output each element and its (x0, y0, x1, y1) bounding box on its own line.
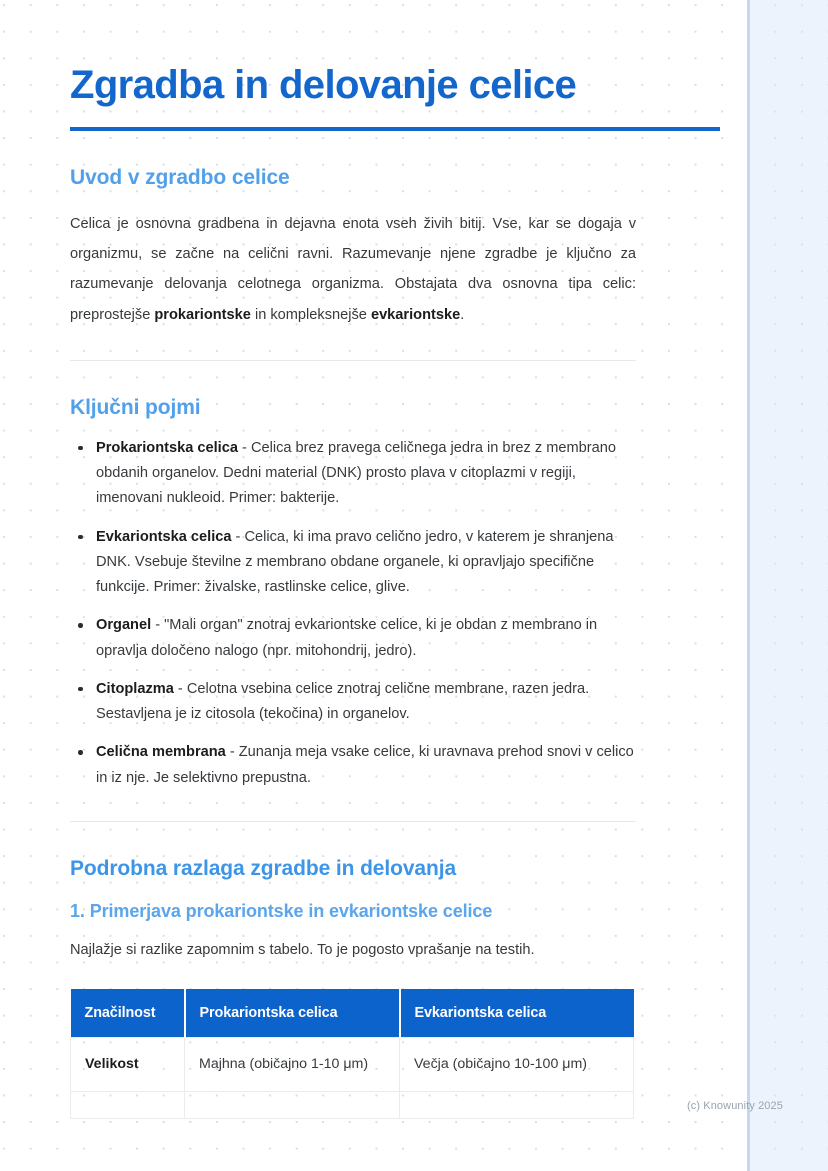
table-cell-clipped (185, 1092, 400, 1119)
term-label: Organel (96, 617, 152, 634)
comparison-table-wrapper (70, 962, 636, 1119)
term-description: - Celotna vsebina celice znotraj celične membrane, razen jedra. Sestavljena je iz citosola (tekočina) in organelov. (96, 680, 590, 723)
term-label: Evkariontska celica (96, 528, 232, 545)
table-cell-clipped (71, 1092, 185, 1119)
comparison-table (70, 989, 634, 1119)
table-header-row (71, 989, 634, 1038)
term-label: Celična membrana (96, 744, 226, 761)
page-title: Zgradba in delovanje celice (70, 63, 577, 107)
intro-text-part3: . (460, 306, 465, 323)
intro-text-part1: Celica je osnovna gradbena in dejavna enota vseh živih bitij. Vse, kar se dogaja v organizmu, se začne na celični ravni. Razumevanje njene zgradbe je ključno za razumevanje delovanja celotnega organizma. Obstajata dva osnovna tipa celic: preprostejše (70, 215, 636, 323)
table-body (71, 1037, 634, 1118)
section-heading-intro: Uvod v zgradbo celice (70, 165, 290, 189)
intro-bold-evkariontske: evkariontske (370, 306, 461, 323)
table-cell-prokaryotic: Majhna (običajno 1-10 μm) (185, 1037, 400, 1091)
copyright-watermark: (c) Knowunity 2025 (687, 1100, 783, 1112)
subsection-heading-comparison: 1. Primerjava prokariontske in evkariontske celice (70, 900, 493, 921)
term-description: - "Mali organ" znotraj evkariontske celice, ki je obdan z membrano in opravlja določeno nalogo (npr. mitohondrij, jedro). (96, 617, 598, 659)
right-margin-band (747, 0, 828, 1171)
term-description: - Celica brez pravega celičnega jedra in brez z membrano obdanih organelov. Dedni material (DNK) prosto plava v citoplazmi v regiji, imenovani nukleoid. Primer: bakterije. (96, 439, 616, 507)
table-cell-clipped (400, 1092, 634, 1119)
table-cell-eukaryotic: Večja (običajno 10-100 μm) (400, 1037, 634, 1091)
key-terms-list (70, 420, 636, 791)
term-description: - Zunanja meja vsake celice, ki uravnava prehod snovi v celico in iz nje. Je selektivno prepustna. (96, 744, 634, 786)
table-row (71, 1037, 634, 1091)
intro-paragraph (70, 190, 636, 330)
table-cell-feature: Velikost (71, 1037, 185, 1091)
table-row-clipped (71, 1092, 634, 1119)
intro-text-part2: in kompleksnejše (250, 306, 371, 323)
list-item (70, 677, 636, 727)
list-item (70, 613, 636, 663)
term-label: Prokariontska celica (96, 439, 238, 456)
table-header (71, 989, 634, 1038)
section-heading-detail: Podrobna razlaga zgradbe in delovanja (70, 856, 457, 880)
intro-bold-prokariontske: prokariontske (154, 306, 251, 323)
list-item (70, 525, 636, 601)
list-item (70, 740, 636, 790)
table-header-cell-eukaryotic: Evkariontska celica (400, 989, 634, 1038)
term-label: Citoplazma (96, 680, 174, 697)
table-header-cell-prokaryotic: Prokariontska celica (185, 989, 400, 1038)
document-content (70, 0, 636, 1119)
comparison-lead-paragraph: Najlažje si razlike zapomnim s tabelo. To je pogosto vprašanje na testih. (70, 941, 535, 958)
section-heading-key-terms: Ključni pojmi (70, 395, 201, 419)
table-header-cell-feature: Značilnost (71, 989, 185, 1038)
list-item (70, 436, 636, 512)
term-description: - Celica, ki ima pravo celično jedro, v katerem je shranjena DNK. Vsebuje številne z membrano obdane organele, ki opravljajo specifične funkcije. Primer: živalske, rastlinske celice, glive. (96, 528, 614, 596)
